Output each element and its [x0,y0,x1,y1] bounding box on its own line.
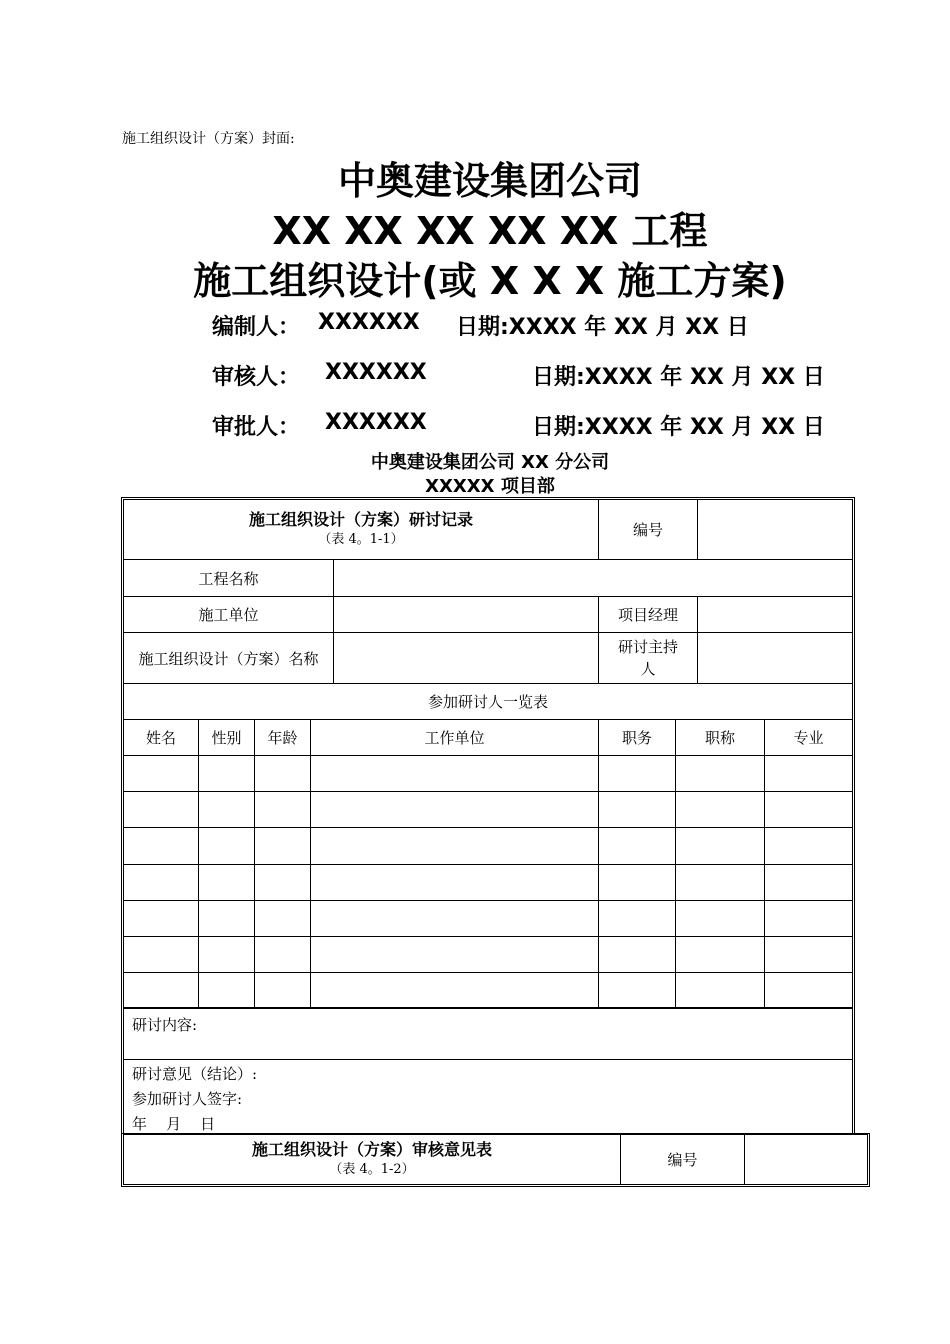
participant-name-cell[interactable] [123,864,199,901]
participant-specialty-cell[interactable] [764,755,853,792]
project-name-label: 工程名称 [123,559,334,597]
signature-date-label: 年 月 日 [132,1115,216,1133]
col-header-age: 年龄 [254,719,311,756]
participant-work-unit-cell[interactable] [310,900,599,937]
review-table-title: 施工组织设计（方案）审核意见表 [251,1139,492,1159]
compiler-date: 日期:XXXX 年 XX 月 XX 日 [456,315,749,340]
compiler-name: XXXXXX [318,310,420,335]
participant-age-cell[interactable] [254,864,311,901]
participant-name-cell[interactable] [123,827,199,865]
participant-title-cell[interactable] [675,791,765,828]
company-title: 中奥建设集团公司 [337,159,642,203]
col-header-specialty: 专业 [764,719,853,756]
participants-title: 参加研讨人一览表 [123,683,853,720]
cover-label: 施工组织设计（方案）封面: [122,131,295,147]
plan-name-label: 施工组织设计（方案）名称 [123,632,334,684]
record-code-label: 编号 [598,499,698,560]
project-department: XXXXX 项目部 [425,476,555,497]
record-table-subtitle: （表 4。1-1） [318,531,404,547]
col-header-work-unit: 工作单位 [310,719,599,756]
reviewer-date: 日期:XXXX 年 XX 月 XX 日 [532,365,825,390]
participant-age-cell[interactable] [254,936,311,973]
participant-work-unit-cell[interactable] [310,864,599,901]
plan-name-value[interactable] [333,632,599,684]
host-value[interactable] [697,632,853,684]
review-table-subtitle: （表 4。1-2） [329,1161,415,1177]
participant-title-cell[interactable] [675,936,765,973]
record-table-title: 施工组织设计（方案）研讨记录 [248,509,473,529]
participant-work-unit-cell[interactable] [310,791,599,828]
participant-specialty-cell[interactable] [764,791,853,828]
participant-position-cell[interactable] [598,972,676,1009]
participant-age-cell[interactable] [254,791,311,828]
participant-position-cell[interactable] [598,755,676,792]
participant-name-cell[interactable] [123,936,199,973]
discussion-content-label: 研讨内容: [132,1016,198,1034]
participant-title-cell[interactable] [675,900,765,937]
participant-name-cell[interactable] [123,755,199,792]
col-header-gender: 性别 [198,719,255,756]
col-header-position: 职务 [598,719,676,756]
participant-specialty-cell[interactable] [764,936,853,973]
construction-unit-value[interactable] [333,596,599,633]
host-label: 研讨主持人 [598,632,698,684]
branch-name: 中奥建设集团公司 XX 分公司 [370,452,610,473]
participant-gender-cell[interactable] [198,864,255,901]
discussion-opinion-label: 研讨意见（结论）: [132,1065,258,1083]
approver-role: 审批人： [212,415,301,440]
record-code-value[interactable] [697,499,853,560]
project-name-value[interactable] [333,559,853,597]
participant-age-cell[interactable] [254,900,311,937]
participant-title-cell[interactable] [675,755,765,792]
project-title: XX XX XX XX XX 工程 [272,209,708,253]
participant-gender-cell[interactable] [198,791,255,828]
participant-position-cell[interactable] [598,791,676,828]
participant-position-cell[interactable] [598,900,676,937]
participant-name-cell[interactable] [123,791,199,828]
participant-specialty-cell[interactable] [764,864,853,901]
participant-work-unit-cell[interactable] [310,827,599,865]
compiler-role: 编制人： [212,315,301,340]
col-header-title: 职称 [675,719,765,756]
review-code-label: 编号 [620,1134,745,1185]
participant-work-unit-cell[interactable] [310,936,599,973]
project-manager-value[interactable] [697,596,853,633]
approver-date: 日期:XXXX 年 XX 月 XX 日 [532,415,825,440]
participant-position-cell[interactable] [598,936,676,973]
participants-signature-label: 参加研讨人签字: [132,1090,243,1108]
reviewer-role: 审核人： [212,365,301,390]
discussion-content-cell[interactable] [123,1007,853,1060]
participant-title-cell[interactable] [675,827,765,865]
participant-specialty-cell[interactable] [764,972,853,1009]
review-table-title-cell [123,1134,621,1185]
col-header-name: 姓名 [123,719,199,756]
participant-gender-cell[interactable] [198,972,255,1009]
review-code-value[interactable] [744,1134,868,1185]
project-manager-label: 项目经理 [598,596,698,633]
participant-title-cell[interactable] [675,972,765,1009]
participant-work-unit-cell[interactable] [310,972,599,1009]
participant-gender-cell[interactable] [198,936,255,973]
document-title: 施工组织设计(或 X X X 施工方案) [193,259,787,303]
participant-age-cell[interactable] [254,827,311,865]
participant-name-cell[interactable] [123,900,199,937]
participant-age-cell[interactable] [254,755,311,792]
participant-title-cell[interactable] [675,864,765,901]
participant-age-cell[interactable] [254,972,311,1009]
discussion-opinion-cell[interactable] [123,1059,853,1134]
participant-position-cell[interactable] [598,864,676,901]
participant-specialty-cell[interactable] [764,827,853,865]
participant-gender-cell[interactable] [198,755,255,792]
reviewer-name: XXXXXX [325,360,427,385]
construction-unit-label: 施工单位 [123,596,334,633]
participant-position-cell[interactable] [598,827,676,865]
record-table-title-cell [123,499,599,560]
participant-specialty-cell[interactable] [764,900,853,937]
participant-work-unit-cell[interactable] [310,755,599,792]
approver-name: XXXXXX [325,410,427,435]
participant-gender-cell[interactable] [198,827,255,865]
participant-name-cell[interactable] [123,972,199,1009]
participant-gender-cell[interactable] [198,900,255,937]
